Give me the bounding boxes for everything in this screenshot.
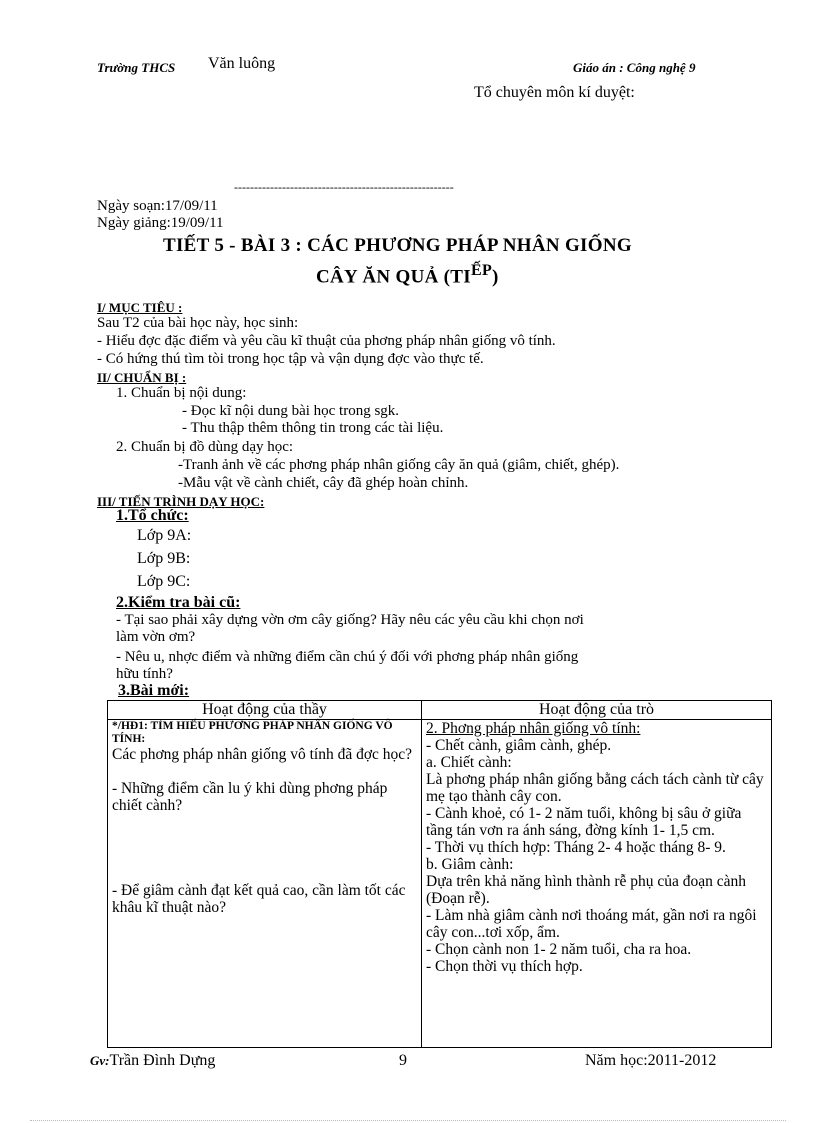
separator-line: ------------------------------------------------------- <box>234 180 454 194</box>
review-question: hữu tính? <box>116 666 173 682</box>
prep-sub-item: -Mẫu vật về cành chiết, cây đã ghép hoàn chỉnh. <box>178 475 469 491</box>
gv-prefix: Gv: <box>90 1053 110 1068</box>
school-prefix: Trường THCS <box>97 60 176 75</box>
lesson-title-line2: CÂY ĂN QUẢ $(TI^{ẾP})$ <box>316 262 499 288</box>
student-line: Là phơng pháp nhân giống bằng cách tách cành từ cây mẹ tạo thành cây con. <box>426 771 764 805</box>
prep-item-content: 1. Chuẩn bị nội dung: <box>116 385 247 401</box>
prep-sub-item: -Tranh ảnh về các phơng pháp nhân giống cây ăn quả (giâm, chiết, ghép). <box>178 457 620 473</box>
review-question: - Tại sao phải xây dựng vờn ơm cây giống? Hãy nêu các yêu cầu khi chọn nơi <box>116 612 584 628</box>
teacher-activity-cell <box>108 720 422 1048</box>
approval-label: Tổ chuyên môn kí duyệt: <box>474 84 635 101</box>
section-process-heading: III/ TIẾN TRÌNH DẠY HỌC: <box>97 494 265 509</box>
page-bottom-border <box>30 1120 786 1121</box>
student-line: - Thời vụ thích hợp: Tháng 2- 4 hoặc tháng 8- 9. <box>426 839 726 856</box>
new-lesson-heading: 3.Bài mới: <box>118 682 190 699</box>
activity-title: */HĐ1: TÌM HIỂU PHƯƠNG PHÁP NHÂN GIỐNG VÔ TÍNH: <box>112 720 393 745</box>
student-line: a. Chiết cành: <box>426 754 512 771</box>
teacher-question: Các phơng pháp nhân giống vô tính đã đợc học? <box>112 746 413 763</box>
teacher-name: Trần Đình Dựng <box>109 1052 216 1069</box>
organization-heading: 1.Tổ chức: <box>116 507 189 524</box>
student-line: b. Giâm cành: <box>426 856 514 873</box>
student-line: - Chọn thời vụ thích hợp. <box>426 958 583 975</box>
objectives-line: - Có hứng thú tìm tòi trong học tập và vận dụng đợc vào thực tế. <box>97 351 484 367</box>
student-line: - Làm nhà giâm cành nơi thoáng mát, gần nơi ra ngôi cây con...tơi xốp, ẩm. <box>426 907 757 941</box>
student-line: - Cành khoẻ, có 1- 2 năm tuổi, không bị sâu ở giữa tầng tán vơn ra ánh sáng, đờng kính 1- 1,5 cm. <box>426 805 742 839</box>
page-number: 9 <box>399 1052 407 1069</box>
student-activity-cell <box>422 720 772 1048</box>
review-question: - Nêu u, nhợc điểm và những điểm cần chú ý đối với phơng pháp nhân giống <box>116 649 579 665</box>
class-label: Lớp 9C: <box>137 573 191 590</box>
school-year: Năm học:2011-2012 <box>585 1052 717 1069</box>
teach-date: Ngày giảng:19/09/11 <box>97 215 224 231</box>
teacher-question: - Để giâm cành đạt kết quả cao, cần làm tốt các khâu kĩ thuật nào? <box>112 882 406 916</box>
section-objectives-heading: I/ MỤC TIÊU : <box>97 300 183 315</box>
review-question: làm vờn ơm? <box>116 629 196 645</box>
student-heading: 2. Phơng pháp nhân giống vô tính: <box>426 720 641 737</box>
prep-item-materials: 2. Chuẩn bị đồ dùng dạy học: <box>116 439 294 455</box>
prep-sub-item: - Đọc kĩ nội dung bài học trong sgk. <box>182 403 400 419</box>
objectives-line: - Hiểu đợc đặc điểm và yêu cầu kĩ thuật của phơng pháp nhân giống vô tính. <box>97 333 556 349</box>
lesson-plan-label: Giáo án : Công nghệ 9 <box>573 60 696 75</box>
objectives-line: Sau T2 của bài học này, học sinh: <box>97 315 299 331</box>
activity-table <box>107 700 772 1048</box>
lesson-title-line1: TIẾT 5 - BÀI 3 : CÁC PHƯƠNG PHÁP NHÂN GIỐNG <box>163 235 632 256</box>
school-name: Văn luông <box>208 55 276 72</box>
teacher-question: - Những điểm cần lu ý khi dùng phơng pháp chiết cành? <box>112 780 388 814</box>
section-preparation-heading: II/ CHUẨN BỊ : <box>97 370 187 385</box>
prep-date: Ngày soạn:17/09/11 <box>97 198 218 214</box>
review-heading: 2.Kiểm tra bài cũ: <box>116 594 241 611</box>
student-line: - Chọn cành non 1- 2 năm tuổi, cha ra hoa. <box>426 941 692 958</box>
class-label: Lớp 9B: <box>137 550 191 567</box>
teacher-signature <box>90 1052 215 1070</box>
student-line: Dựa trên khả năng hình thành rễ phụ của đoạn cành (Đoạn rễ). <box>426 873 747 907</box>
teacher-column-header: Hoạt động của thầy <box>108 701 422 720</box>
student-column-header: Hoạt động của trò <box>422 701 772 720</box>
class-label: Lớp 9A: <box>137 527 192 544</box>
student-line: - Chết cành, giâm cành, ghép. <box>426 737 612 754</box>
prep-sub-item: - Thu thập thêm thông tin trong các tài liệu. <box>182 420 444 436</box>
